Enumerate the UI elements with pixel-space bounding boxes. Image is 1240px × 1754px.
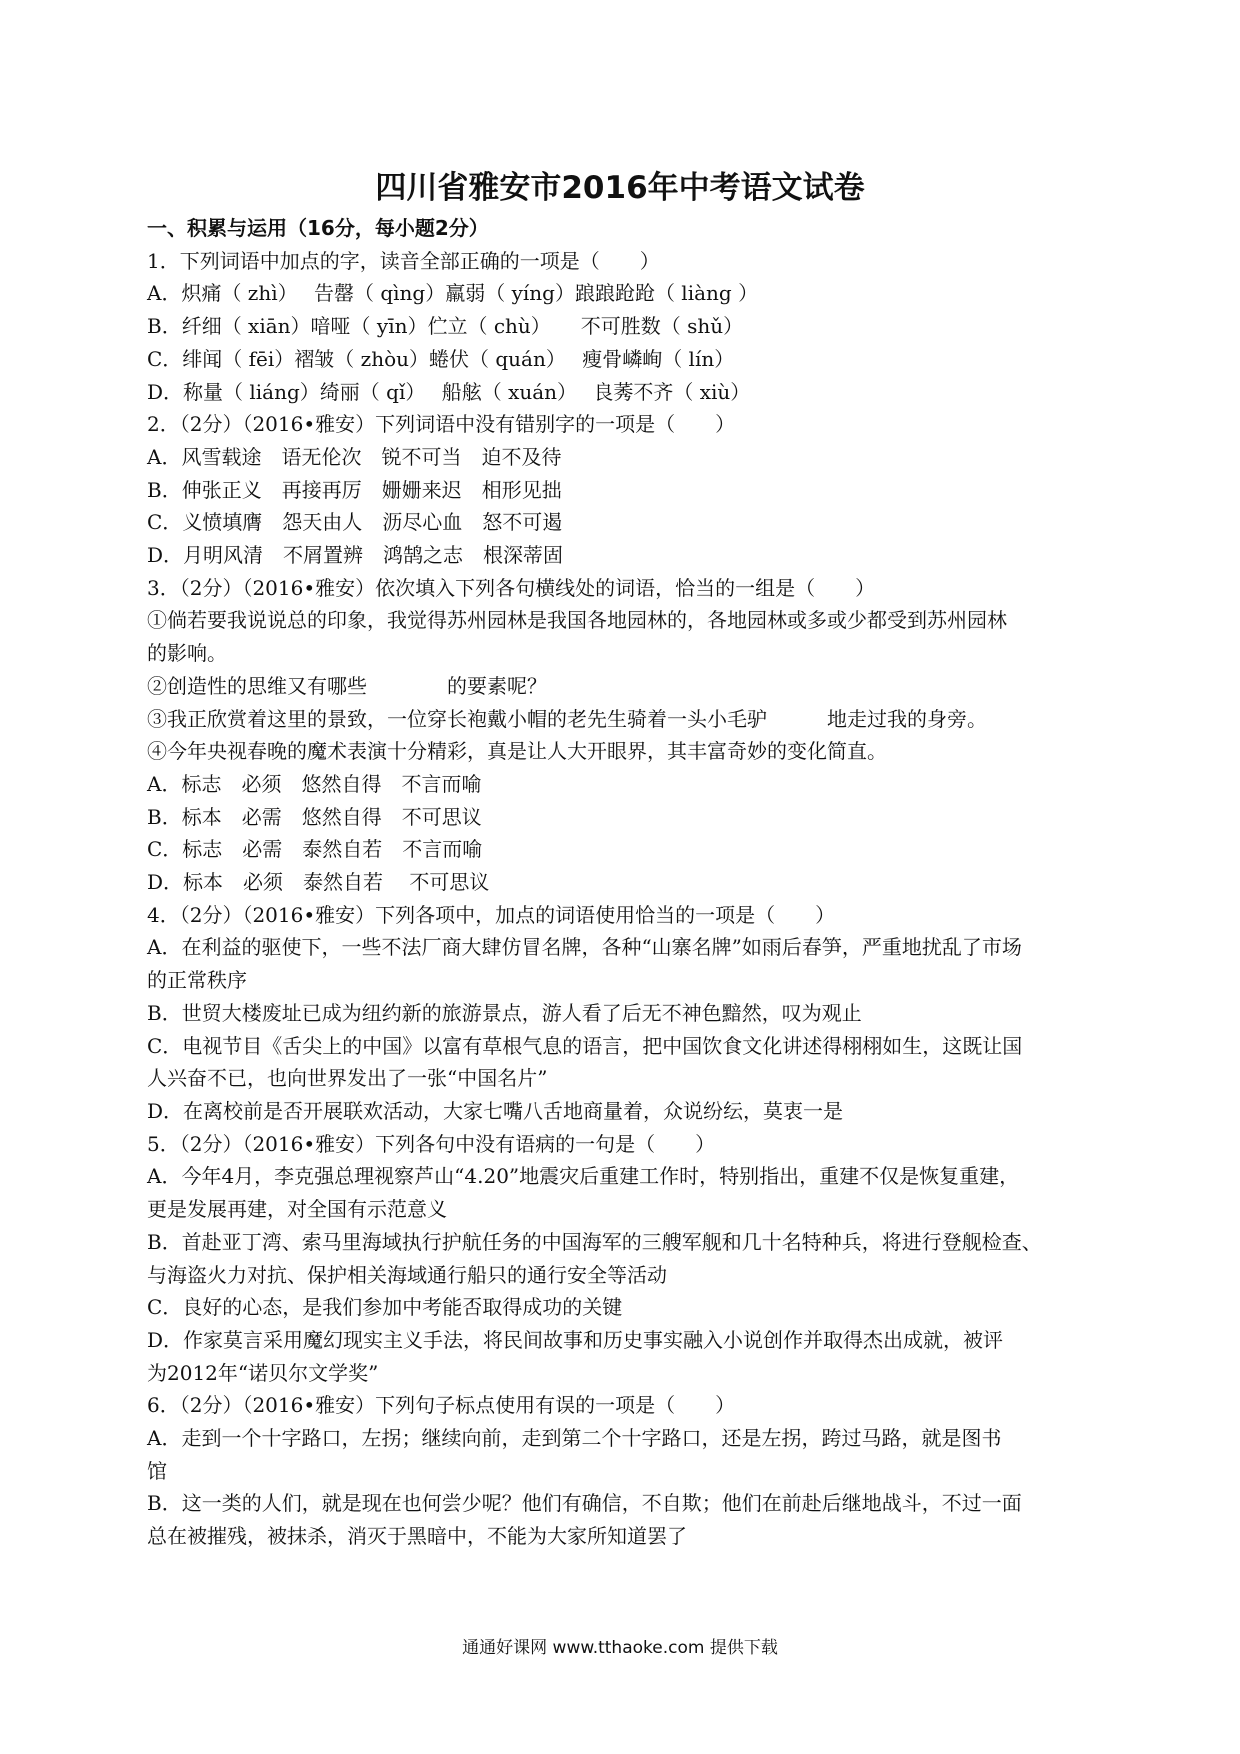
section-heading: 一、积累与运用（16分，每小题2分） xyxy=(147,216,489,240)
text-line: B．标本 必需 悠然自得 不可思议 xyxy=(147,804,482,829)
text-line: A．标志 必须 悠然自得 不言而喻 xyxy=(147,771,482,796)
page-title: 四川省雅安市2016年中考语文试卷 xyxy=(375,170,865,206)
text-line: 更是发展再建，对全国有示范意义 xyxy=(147,1197,447,1222)
text-line: 为2012年“诺贝尔文学奖” xyxy=(147,1360,379,1385)
text-line: C．良好的心态，是我们参加中考能否取得成功的关键 xyxy=(147,1295,623,1320)
text-line: ④今年央视春晚的魔术表演十分精彩，真是让人大开眼界，其丰富奇妙的变化简直。 xyxy=(147,739,887,764)
text-line: A．炽痛（ zhì） 告罄（ qìng）羸弱（ yíng）踉踉跄跄（ liàng ） xyxy=(147,281,759,306)
footer-credit: 通通好课网 www.tthaoke.com 提供下载 xyxy=(462,1638,778,1658)
text-line: 3．（2分）（2016•雅安）依次填入下列各句横线处的词语，恰当的一组是（ ） xyxy=(147,575,876,600)
text-line: D．标本 必须 泰然自若 不可思议 xyxy=(147,870,490,895)
text-line: C．标志 必需 泰然自若 不言而喻 xyxy=(147,837,483,862)
text-line: D．称量（ liáng）绮丽（ qǐ） 船舷（ xuán） 良莠不齐（ xiù） xyxy=(147,379,751,404)
text-line: A．在利益的驱使下，一些不法厂商大肆仿冒名牌，各种“山寨名牌”如雨后春笋，严重地扰乱了市场 xyxy=(147,935,1022,960)
text-line: 与海盗火力对抗、保护相关海域通行船只的通行安全等活动 xyxy=(147,1262,667,1287)
text-line: D．月明风清 不屑置辨 鸿鹄之志 根深蒂固 xyxy=(147,543,564,568)
text-line: 4．（2分）（2016•雅安）下列各项中，加点的词语使用恰当的一项是（ ） xyxy=(147,902,836,927)
text-line: C．电视节目《舌尖上的中国》以富有草根气息的语言，把中国饮食文化讲述得栩栩如生，这既让国 xyxy=(147,1033,1023,1058)
text-line: 人兴奋不已，也向世界发出了一张“中国名片” xyxy=(147,1066,548,1091)
text-line: C．绯闻（ fēi）褶皱（ zhòu）蜷伏（ quán） 瘦骨嶙峋（ lín） xyxy=(147,346,735,371)
text-line: A．今年4月，李克强总理视察芦山“4.20”地震灾后重建工作时，特别指出，重建不仅是恢复重建， xyxy=(147,1164,1020,1189)
text-line: B．这一类的人们，就是现在也何尝少呢？他们有确信，不自欺；他们在前赴后继地战斗，不过一面 xyxy=(147,1491,1022,1516)
text-line: 馆 xyxy=(147,1458,167,1483)
text-line: ②创造性的思维又有哪些 的要素呢？ xyxy=(147,673,547,698)
text-line: C．义愤填膺 怨天由人 沥尽心血 怒不可遏 xyxy=(147,510,563,535)
text-line: 的正常秩序 xyxy=(147,968,247,993)
text-line: B．世贸大楼废址已成为纽约新的旅游景点，游人看了后无不神色黯然，叹为观止 xyxy=(147,1000,862,1025)
text-line: 的影响。 xyxy=(147,641,227,666)
text-line: B．首赴亚丁湾、索马里海域执行护航任务的中国海军的三艘军舰和几十名特种兵，将进行登舰检查、 xyxy=(147,1229,1042,1254)
text-line: ①倘若要我说说总的印象，我觉得苏州园林是我国各地园林的，各地园林或多或少都受到苏州园林 xyxy=(147,608,1007,633)
text-line: 1．下列词语中加点的字，读音全部正确的一项是（ ） xyxy=(147,248,660,273)
text-line: 5．（2分）（2016•雅安）下列各句中没有语病的一句是（ ） xyxy=(147,1131,716,1156)
text-line: A．风雪载途 语无伦次 锐不可当 迫不及待 xyxy=(147,444,562,469)
exam-body xyxy=(147,212,1097,1553)
question-lines xyxy=(147,245,1097,1553)
text-line: B．纤细（ xiān）喑哑（ yīn）伫立（ chù） 不可胜数（ shǔ） xyxy=(147,314,744,339)
text-line: A．走到一个十字路口，左拐；继续向前，走到第二个十字路口，还是左拐，跨过马路，就是图书 xyxy=(147,1426,1002,1451)
text-line: 6．（2分）（2016•雅安）下列句子标点使用有误的一项是（ ） xyxy=(147,1393,736,1418)
text-line: D．作家莫言采用魔幻现实主义手法，将民间故事和历史事实融入小说创作并取得杰出成就，被评 xyxy=(147,1327,1004,1352)
text-line: B．伸张正义 再接再厉 姗姗来迟 相形见拙 xyxy=(147,477,562,502)
text-line: 2．（2分）（2016•雅安）下列词语中没有错别字的一项是（ ） xyxy=(147,412,736,437)
text-line: D．在离校前是否开展联欢活动，大家七嘴八舌地商量着，众说纷纭，莫衷一是 xyxy=(147,1098,844,1123)
text-line: 总在被摧残，被抹杀，消灭于黑暗中，不能为大家所知道罢了 xyxy=(147,1524,687,1549)
text-line: ③我正欣赏着这里的景致，一位穿长袍戴小帽的老先生骑着一头小毛驴 地走过我的身旁。 xyxy=(147,706,987,731)
